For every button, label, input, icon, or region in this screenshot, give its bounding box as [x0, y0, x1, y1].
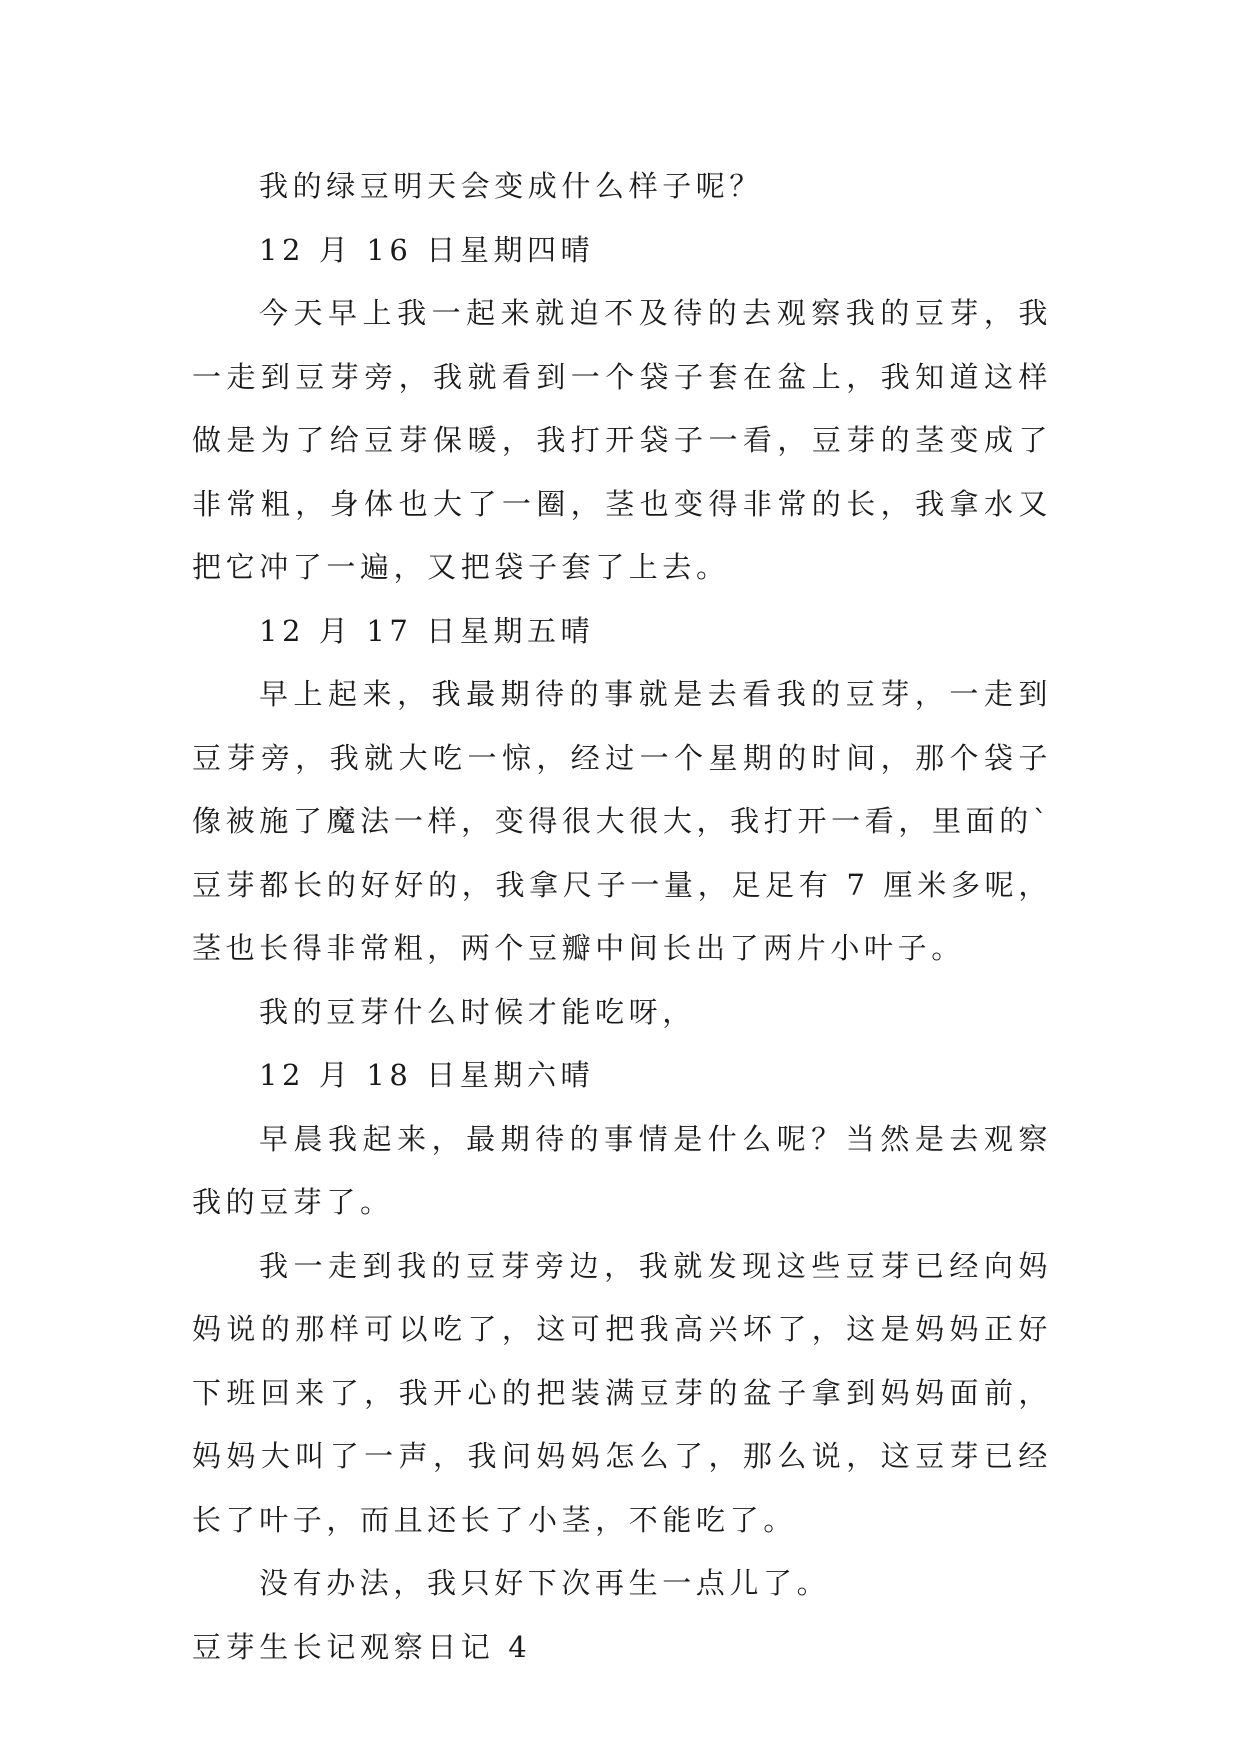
document-body — [192, 155, 1052, 1679]
paragraph-dec-18-entry: 我一走到我的豆芽旁边，我就发现这些豆芽已经向妈妈说的那样可以吃了，这可把我高兴坏了，这是妈妈正好下班回来了，我开心的把装满豆芽的盆子拿到妈妈面前，妈妈大叫了一声，我问妈妈怎么了，那么说，这豆芽已经长了叶子，而且还长了小茎，不能吃了。 — [192, 1248, 1052, 1537]
date-heading-dec-17: 12 月 17 日星期五晴 — [259, 613, 595, 648]
paragraph-dec-16-entry: 今天早上我一起来就迫不及待的去观察我的豆芽，我一走到豆芽旁，我就看到一个袋子套在盆上，我知道这样做是为了给豆芽保暖，我打开袋子一看，豆芽的茎变成了非常粗，身体也大了一圈，茎也变得非常的长，我拿水又把它冲了一遍，又把袋子套了上去。 — [192, 296, 1052, 584]
paragraph-dec-18-morning: 早晨我起来，最期待的事情是什么呢？当然是去观察我的豆芽了。 — [192, 1121, 1052, 1219]
section-title-diary-4: 豆芽生长记观察日记 4 — [192, 1629, 532, 1664]
date-heading-dec-16: 12 月 16 日星期四晴 — [259, 232, 595, 267]
paragraph-dec-17-question: 我的豆芽什么时候才能吃呀， — [259, 994, 696, 1029]
paragraph-closing-question: 我的绿豆明天会变成什么样子呢？ — [259, 169, 764, 203]
paragraph-dec-18-conclusion: 没有办法，我只好下次再生一点儿了。 — [259, 1566, 831, 1600]
date-heading-dec-18: 12 月 18 日星期六晴 — [259, 1058, 595, 1092]
paragraph-dec-17-entry: 早上起来，我最期待的事就是去看我的豆芽，一走到豆芽旁，我就大吃一惊，经过一个星期的时间，那个袋子像被施了魔法一样，变得很大很大，我打开一看，里面的`豆芽都长的好好的，我拿尺子一量，足足有 7 厘米多呢，茎也长得非常粗，两个豆瓣中间长出了两片小叶子。 — [192, 677, 1052, 965]
